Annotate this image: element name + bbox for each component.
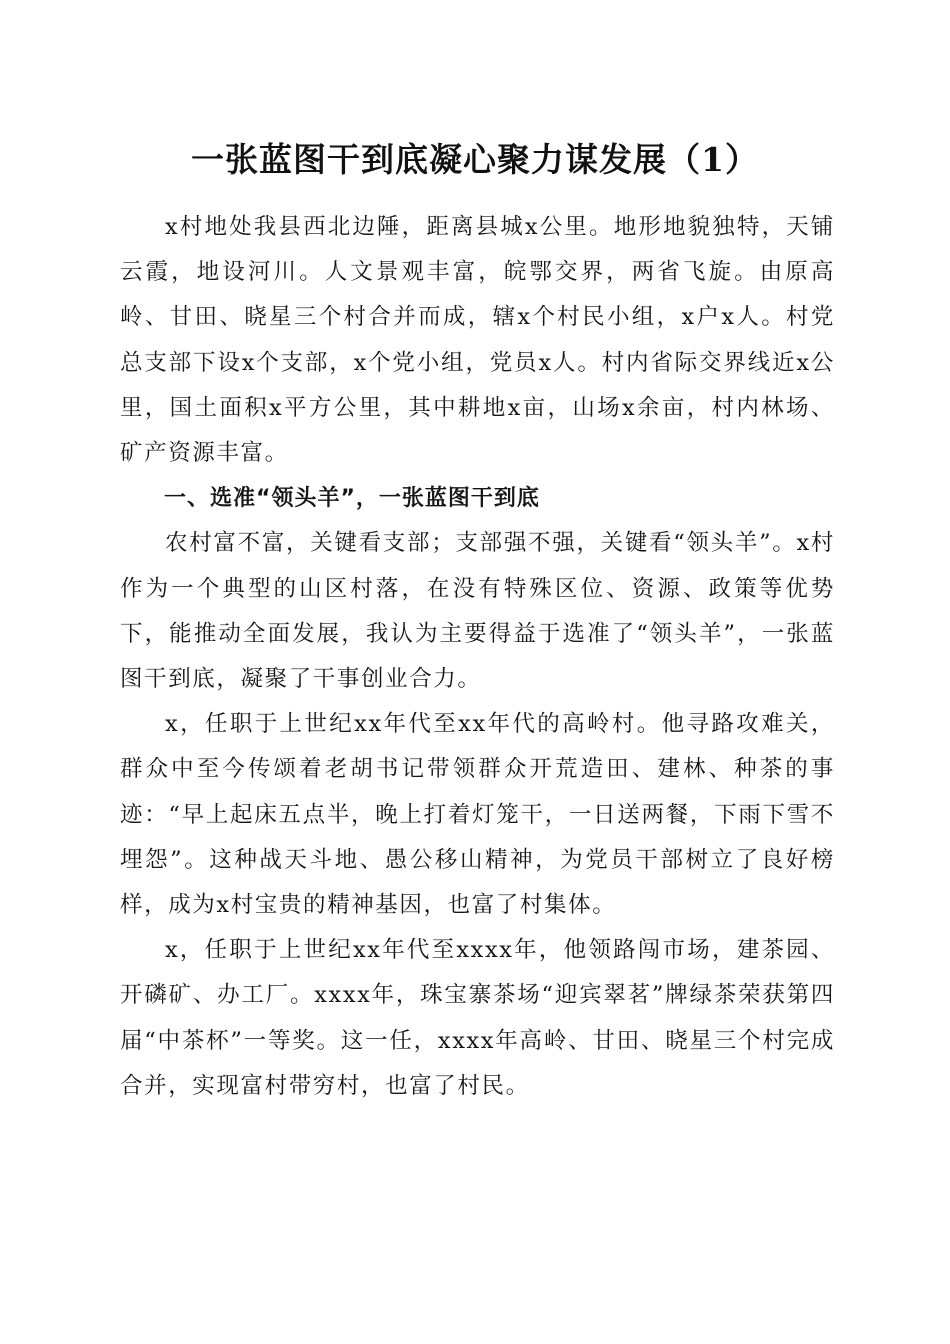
document-title: 一张蓝图干到底凝心聚力谋发展（1） xyxy=(191,140,759,179)
document-body xyxy=(120,205,835,1109)
section-heading: 一、选准“领头羊”，一张蓝图干到底 xyxy=(164,486,540,512)
section-paragraph-1: 农村富不富，关键看支部；支部强不强，关键看“领头羊”。x村作为一个典型的山区村落，在没有特殊区位、资源、政策等优势下，能推动全面发展，我认为主要得益于选准了“领头羊”，一张蓝图干到底，凝聚了干事创业合力。 xyxy=(120,530,835,693)
intro-paragraph: x村地处我县西北边陲，距离县城x公里。地形地貌独特，天铺云霞，地设河川。人文景观丰富，皖鄂交界，两省飞旋。由原高岭、甘田、晓星三个村合并而成，辖x个村民小组，x户x人。村党总支部下设x个支部，x个党小组，党员x人。村内省际交界线近x公里，国土面积x平方公里，其中耕地x亩，山场x余亩，村内林场、矿产资源丰富。 xyxy=(120,214,835,467)
section-paragraph-2: x，任职于上世纪xx年代至xx年代的高岭村。他寻路攻难关，群众中至今传颂着老胡书记带领群众开荒造田、建林、种茶的事迹：“早上起床五点半，晚上打着灯笼干，一日送两餐，下雨下雪不埋怨”。这种战天斗地、愚公移山精神，为党员干部树立了良好榜样，成为x村宝贵的精神基因，也富了村集体。 xyxy=(120,711,835,919)
section-paragraph-3: x，任职于上世纪xx年代至xxxx年，他领路闯市场，建茶园、开磷矿、办工厂。xxxx年，珠宝寨茶场“迎宾翠茗”牌绿茶荣获第四届“中茶杯”一等奖。这一任，xxxx年高岭、甘田、晓星三个村完成合并，实现富村带穷村，也富了村民。 xyxy=(120,937,835,1099)
